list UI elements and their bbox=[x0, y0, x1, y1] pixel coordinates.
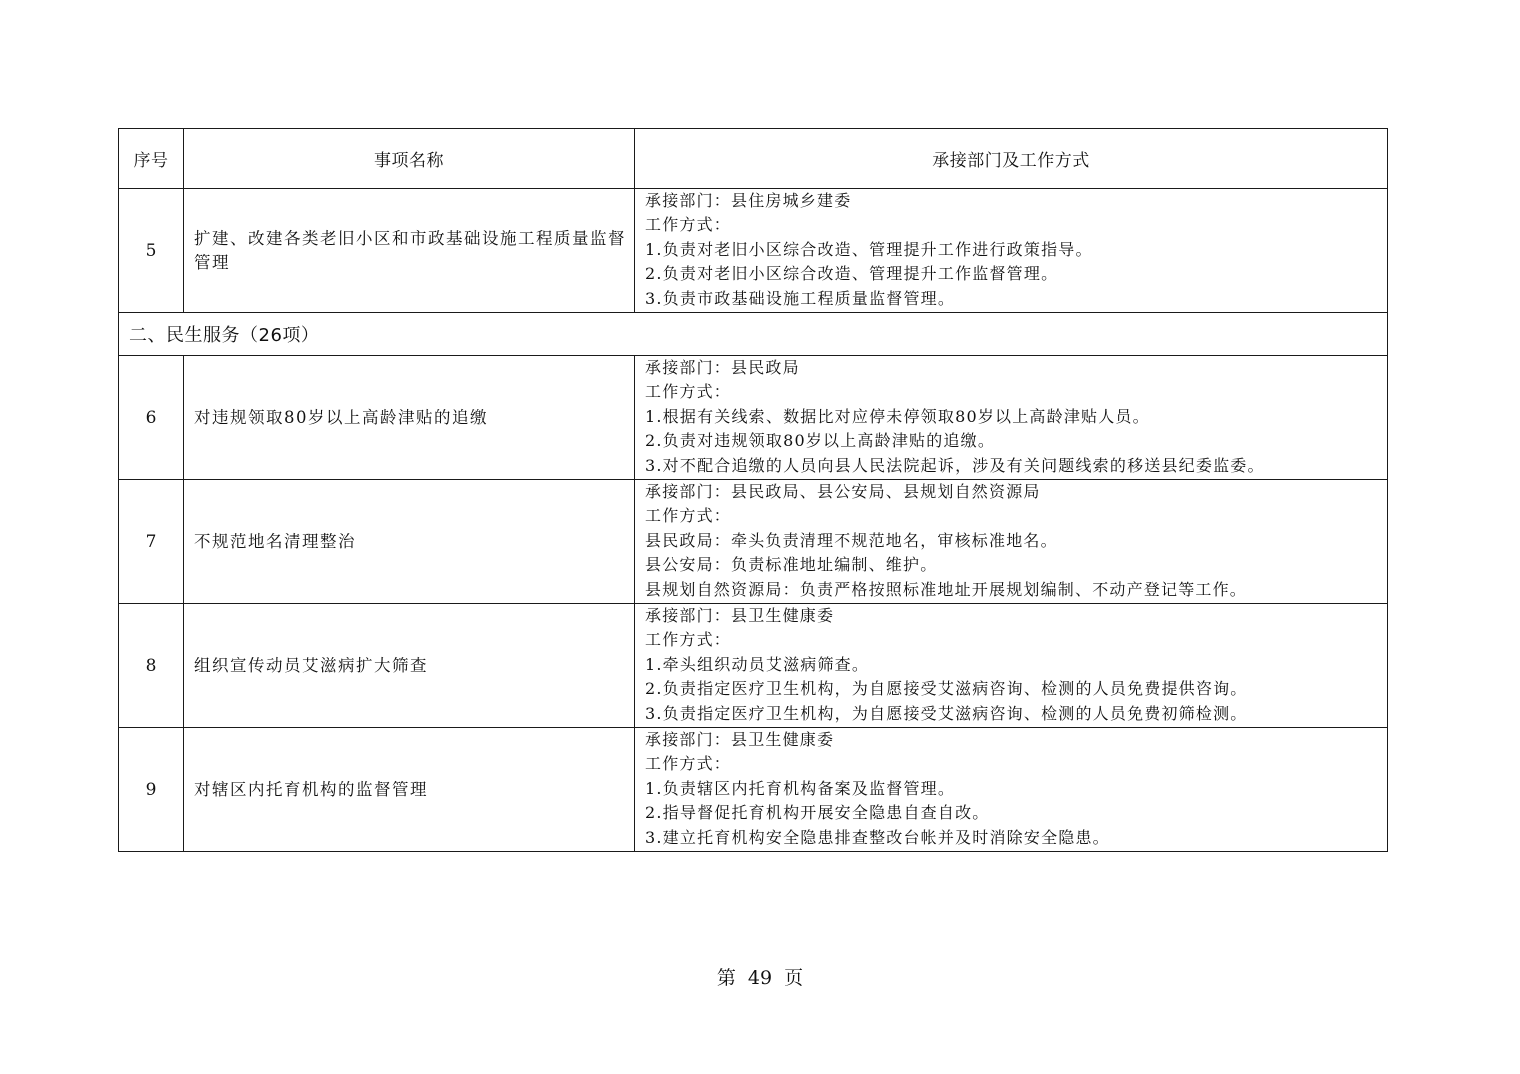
method-item: 1.根据有关线索、数据比对应停未停领取80岁以上高龄津贴人员。 bbox=[645, 406, 1150, 426]
method-label: 工作方式： bbox=[645, 754, 732, 774]
method-item: 2.负责指定医疗卫生机构，为自愿接受艾滋病咨询、检测的人员免费提供咨询。 bbox=[645, 679, 1248, 699]
method-item: 1.牵头组织动员艾滋病筛查。 bbox=[645, 654, 870, 674]
department-method bbox=[635, 728, 1388, 852]
matter-name: 不规范地名清理整治 bbox=[184, 480, 635, 604]
method-label: 工作方式： bbox=[645, 506, 732, 526]
method-item: 3.对不配合追缴的人员向县人民法院起诉，涉及有关问题线索的移送县纪委监委。 bbox=[645, 455, 1265, 475]
department-line: 承接部门：县住房城乡建委 bbox=[645, 191, 852, 210]
table-row bbox=[119, 480, 1388, 604]
section-heading-row bbox=[119, 313, 1388, 356]
row-number: 8 bbox=[119, 604, 184, 728]
method-item: 1.负责对老旧小区综合改造、管理提升工作进行政策指导。 bbox=[645, 239, 1093, 259]
department-line: 承接部门：县卫生健康委 bbox=[645, 730, 835, 749]
matters-table bbox=[118, 128, 1388, 852]
header-serial-number: 序号 bbox=[119, 129, 184, 189]
table-row bbox=[119, 728, 1388, 852]
method-item: 3.建立托育机构安全隐患排查整改台帐并及时消除安全隐患。 bbox=[645, 827, 1110, 847]
method-label: 工作方式： bbox=[645, 630, 732, 650]
department-method bbox=[635, 189, 1388, 313]
method-item: 3.负责市政基础设施工程质量监督管理。 bbox=[645, 288, 956, 308]
header-matter-name: 事项名称 bbox=[184, 129, 635, 189]
department-method bbox=[635, 356, 1388, 480]
department-line: 承接部门：县卫生健康委 bbox=[645, 606, 835, 625]
method-item: 县规划自然资源局：负责严格按照标准地址开展规划编制、不动产登记等工作。 bbox=[645, 579, 1248, 599]
method-item: 县民政局：牵头负责清理不规范地名，审核标准地名。 bbox=[645, 530, 1058, 550]
method-item: 1.负责辖区内托育机构备案及监督管理。 bbox=[645, 778, 956, 798]
row-number: 7 bbox=[119, 480, 184, 604]
method-label: 工作方式： bbox=[645, 382, 732, 402]
row-number: 9 bbox=[119, 728, 184, 852]
method-item: 2.负责对违规领取80岁以上高龄津贴的追缴。 bbox=[645, 431, 996, 451]
matter-name: 对违规领取80岁以上高龄津贴的追缴 bbox=[184, 356, 635, 480]
table-row bbox=[119, 356, 1388, 480]
table-row bbox=[119, 189, 1388, 313]
page-number: 第 49 页 bbox=[716, 967, 804, 989]
row-number: 5 bbox=[119, 189, 184, 313]
header-department-method: 承接部门及工作方式 bbox=[635, 129, 1388, 189]
method-item: 2.指导督促托育机构开展安全隐患自查自改。 bbox=[645, 803, 990, 823]
section-heading: 二、民生服务（26项） bbox=[119, 313, 1388, 356]
method-item: 县公安局：负责标准地址编制、维护。 bbox=[645, 555, 938, 575]
department-method bbox=[635, 604, 1388, 728]
matter-name: 对辖区内托育机构的监督管理 bbox=[184, 728, 635, 852]
matter-name: 扩建、改建各类老旧小区和市政基础设施工程质量监督管理 bbox=[184, 189, 635, 313]
method-item: 2.负责对老旧小区综合改造、管理提升工作监督管理。 bbox=[645, 264, 1059, 284]
matter-name: 组织宣传动员艾滋病扩大筛查 bbox=[184, 604, 635, 728]
method-item: 3.负责指定医疗卫生机构，为自愿接受艾滋病咨询、检测的人员免费初筛检测。 bbox=[645, 703, 1248, 723]
method-label: 工作方式： bbox=[645, 215, 732, 235]
row-number: 6 bbox=[119, 356, 184, 480]
department-line: 承接部门：县民政局 bbox=[645, 358, 800, 377]
table-header-row bbox=[119, 129, 1388, 189]
department-method bbox=[635, 480, 1388, 604]
table-row bbox=[119, 604, 1388, 728]
department-line: 承接部门：县民政局、县公安局、县规划自然资源局 bbox=[645, 482, 1041, 501]
